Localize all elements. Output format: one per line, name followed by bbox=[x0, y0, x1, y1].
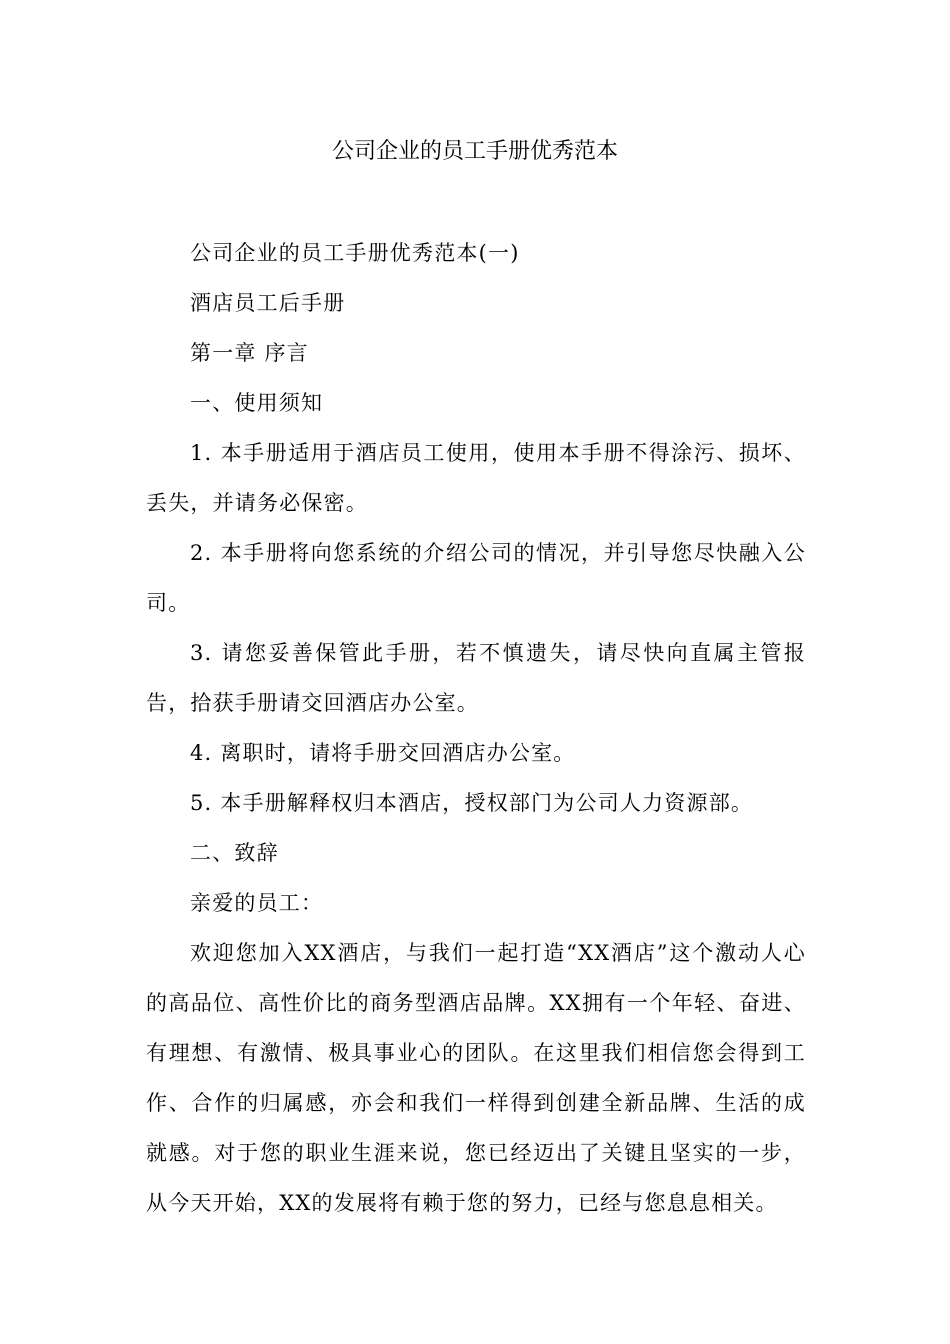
paragraph-chapter-heading: 第一章 序言 bbox=[190, 341, 309, 365]
paragraph-item-1: 1. 本手册适用于酒店员工使用，使用本手册不得涂污、损坏、丢失，并请务必保密。 bbox=[146, 441, 806, 515]
paragraph-handbook-name: 酒店员工后手册 bbox=[190, 291, 346, 315]
paragraph-item-2: 2. 本手册将向您系统的介绍公司的情况，并引导您尽快融入公司。 bbox=[146, 541, 806, 615]
document-title: 公司企业的员工手册优秀范本 bbox=[331, 139, 618, 164]
paragraph-item-4: 4. 离职时，请将手册交回酒店办公室。 bbox=[190, 741, 576, 765]
paragraph-item-5: 5. 本手册解释权归本酒店，授权部门为公司人力资源部。 bbox=[190, 791, 754, 815]
paragraph-subtitle: 公司企业的员工手册优秀范本(一) bbox=[190, 241, 520, 265]
paragraph-section-heading: 一、使用须知 bbox=[190, 391, 324, 415]
document-body bbox=[146, 228, 806, 1228]
paragraph-section-heading-2: 二、致辞 bbox=[190, 841, 279, 865]
paragraph-welcome: 欢迎您加入XX酒店，与我们一起打造“XX酒店”这个激动人心的高品位、高性价比的商务型酒店品牌。XX拥有一个年轻、奋进、有理想、有激情、极具事业心的团队。在这里我们相信您会得到工作、合作的归属感，亦会和我们一样得到创建全新品牌、生活的成就感。对于您的职业生涯来说，您已经迈出了关键且坚实的一步，从今天开始，XX的发展将有赖于您的努力，已经与您息息相关。 bbox=[146, 941, 806, 1215]
paragraph-item-3: 3. 请您妥善保管此手册，若不慎遗失，请尽快向直属主管报告，拾获手册请交回酒店办公室。 bbox=[146, 641, 806, 715]
paragraph-salutation: 亲爱的员工： bbox=[190, 891, 324, 915]
